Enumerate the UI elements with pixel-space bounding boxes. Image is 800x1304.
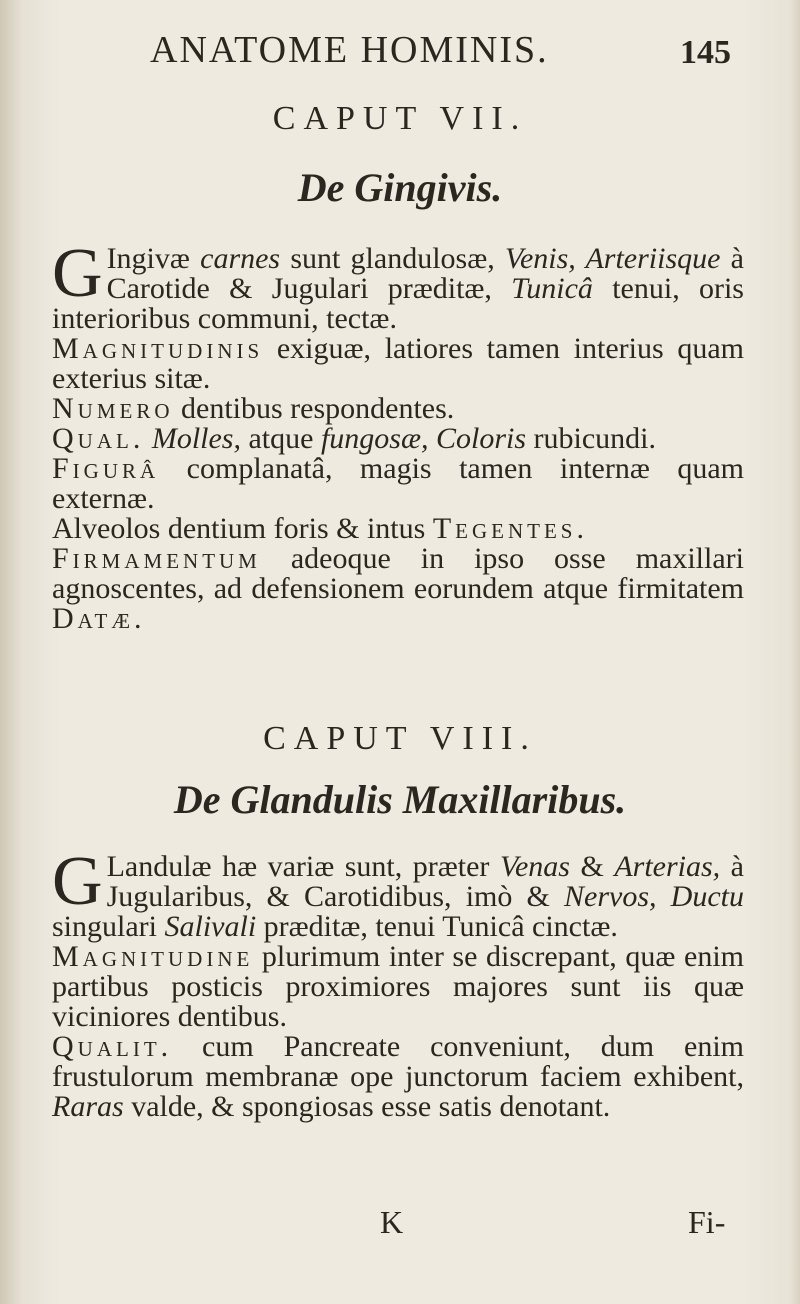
chapter-8-paragraph-3: Qualit. cum Pancreate conveniunt, dum enim frustulorum membranæ ope junctorum faciem exhibent, Raras valde, & spongiosas esse satis denotant. xyxy=(52,1030,744,1123)
chapter-8-paragraph-2: Magnitudine plurimum inter se discrepant, quæ enim partibus posticis proximiores majores sunt iis quæ viciniores dentibus. xyxy=(52,940,744,1033)
page-footer xyxy=(0,1204,800,1244)
chapter-7-subtitle: De Gingivis. xyxy=(297,165,503,210)
drop-cap: G xyxy=(52,235,103,312)
chapter-7-paragraph-4: Qual. Molles, atque fungosæ, Coloris rubicundi. xyxy=(52,422,656,455)
signature-mark: K xyxy=(380,1204,404,1240)
chapter-8-body xyxy=(52,843,744,1123)
chapter-7-paragraph-3: Numero dentibus respondentes. xyxy=(52,392,455,425)
chapter-7-paragraph-1: G Ingivæ carnes sunt glandulosæ, Venis, Arteriisque à Carotide & Jugulari præditæ, Tunicâ tenui, oris interioribus communi, tectæ. xyxy=(52,235,744,335)
page-number: 145 xyxy=(680,34,731,71)
catchword: Fi- xyxy=(688,1204,726,1240)
chapter-7-title: CAPUT VII. xyxy=(272,100,528,137)
chapter-7-paragraph-5: Figurâ complanatâ, magis tamen internæ quam externæ. xyxy=(52,452,744,515)
chapter-7-body xyxy=(52,235,744,635)
running-head: ANATOME HOMINIS. xyxy=(150,29,549,71)
chapter-8-title: CAPUT VIII. xyxy=(263,720,537,757)
chapter-7-paragraph-2: Magnitudinis exiguæ, latiores tamen interius quam exterius sitæ. xyxy=(52,332,744,395)
chapter-7-paragraph-6: Alveolos dentium foris & intus Tegentes. xyxy=(52,512,588,545)
chapter-8-paragraph-1: G Landulæ hæ variæ sunt, præter Venas & Arterias, à Jugularibus, & Carotidibus, imò & Nervos, Ductu singulari Salivali præditæ, tenui Tunicâ cinctæ. xyxy=(52,843,744,943)
chapter-8-subtitle: De Glandulis Maxillaribus. xyxy=(173,777,627,822)
drop-cap: G xyxy=(52,843,103,920)
page-header xyxy=(0,22,800,72)
chapter-7-paragraph-7: Firmamentum adeoque in ipso osse maxillari agnoscentes, ad defensionem eorundem atque firmitatem Datæ. xyxy=(52,542,744,635)
